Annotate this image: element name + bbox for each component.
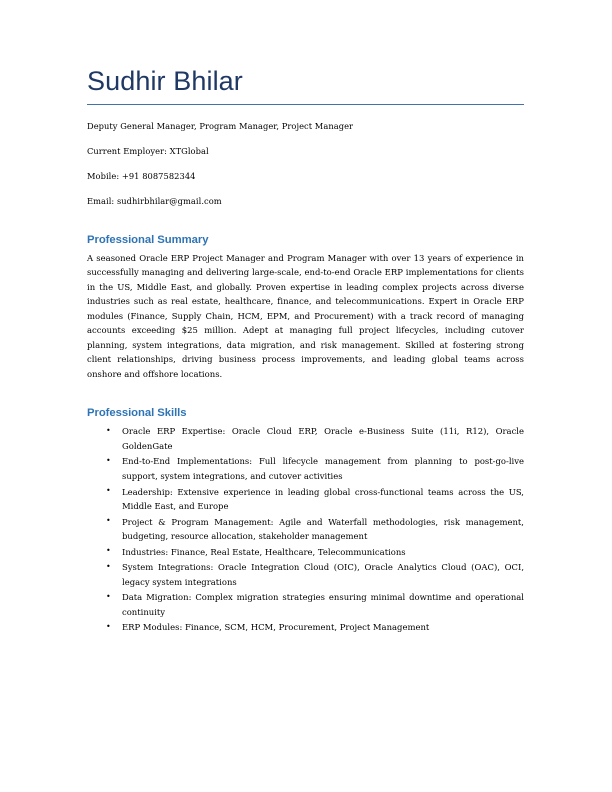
- skills-list-item: • End-to-End Implementations: Full lifecycle management from planning to post-go-live support, system integrations, and cutover activities: [87, 454, 524, 483]
- header-divider: [87, 104, 524, 105]
- professional-skills-section: [87, 407, 524, 634]
- skills-list-item: • Oracle ERP Expertise: Oracle Cloud ERP, Oracle e-Business Suite (11i, R12), Oracle GoldenGate: [87, 424, 524, 453]
- skills-list-item: • Industries: Finance, Real Estate, Healthcare, Telecommunications: [87, 545, 524, 560]
- skills-list-item: • ERP Modules: Finance, SCM, HCM, Procurement, Project Management: [87, 620, 524, 635]
- job-titles: Deputy General Manager, Program Manager, Project Manager: [87, 120, 354, 131]
- skills-list-item: • System Integrations: Oracle Integration Cloud (OIC), Oracle Analytics Cloud (OAC), OCI, legacy system integrations: [87, 560, 524, 589]
- mobile-number: Mobile: +91 8087582344: [87, 171, 196, 182]
- skills-list-item: • Project & Program Management: Agile and Waterfall methodologies, risk management, budgeting, resource allocation, stakeholder management: [87, 515, 524, 544]
- skills-list-item: • Data Migration: Complex migration strategies ensuring minimal downtime and operational continuity: [87, 590, 524, 619]
- professional-skills-heading: Professional Skills: [87, 407, 187, 420]
- skills-list-item: • Leadership: Extensive experience in leading global cross-functional teams across the US, Middle East, and Europe: [87, 485, 524, 514]
- professional-summary-section: [87, 234, 524, 382]
- candidate-name: Sudhir Bhilar: [87, 66, 243, 96]
- resume-content: [87, 66, 524, 636]
- professional-summary-heading: Professional Summary: [87, 233, 209, 246]
- professional-summary-text: A seasoned Oracle ERP Project Manager and Program Manager with over 13 years of experience in successfully managing and delivering large-scale, end-to-end Oracle ERP implementations for clients in the US, Middle East, and globally. Proven expertise in leading complex projects across diverse industries such as real estate, healthcare, finance, and telecommunications. Expert in Oracle ERP modules (Finance, Supply Chain, HCM, EPM, and Procurement) with a track record of managing accounts exceeding $25 million. Adept at managing full project lifecycles, including cutover planning, system integrations, data migration, and risk management. Skilled at fostering strong client relationships, driving business process improvements, and leading global teams across onshore and offshore locations.: [87, 252, 524, 379]
- skills-list: [87, 424, 524, 634]
- current-employer: Current Employer: XTGlobal: [87, 146, 209, 157]
- email-address: Email: sudhirbhilar@gmail.com: [87, 196, 222, 207]
